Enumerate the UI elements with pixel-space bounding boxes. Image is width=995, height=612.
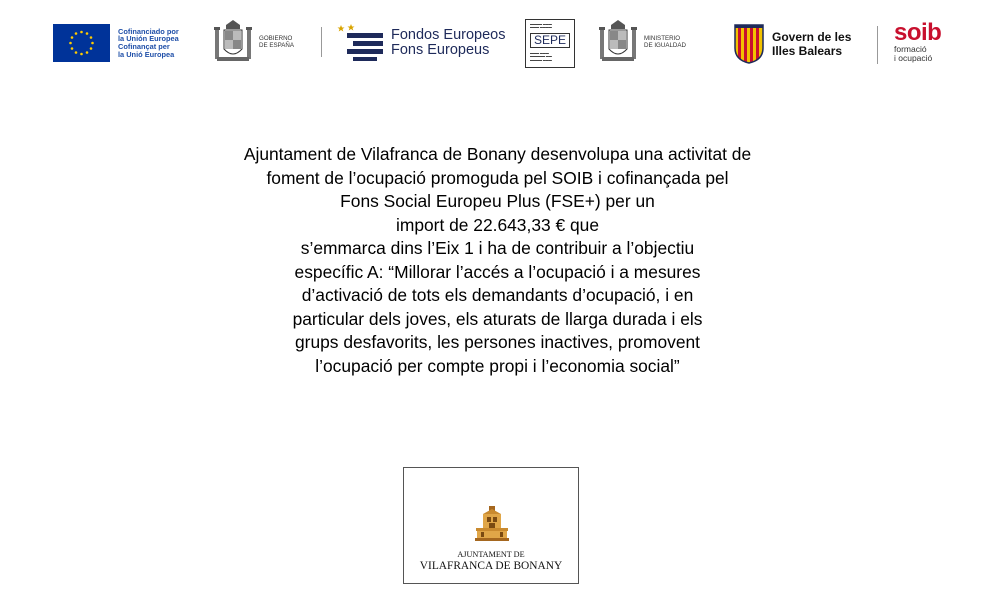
govern-balears-logo — [734, 24, 851, 64]
govern-text — [772, 30, 851, 58]
text-line: l’ocupació per compte propi i l’economia social” — [315, 355, 680, 376]
eu-cofunding-logo — [53, 24, 198, 62]
sepe-word: SEPE — [530, 33, 570, 48]
sepe-fine-print: ▬▬▬ ▬▬▬ ▬▬▬▬▬ ▬▬ ▬▬▬▬ ▬▬▬ — [530, 51, 552, 62]
ministerio-text — [644, 35, 686, 49]
soib-subtitle — [894, 45, 941, 62]
spain-crest-icon — [213, 19, 253, 65]
fondos-europeos-logo — [335, 24, 505, 62]
fondos-stripes-icon — [335, 24, 385, 62]
govern-line: Illes Balears — [772, 44, 843, 58]
ajuntament-label: AJUNTAMENT DE — [457, 550, 525, 559]
text-line: d’activació de tots els demandants d’ocupació, i en — [301, 285, 694, 305]
soib-word: soib — [894, 19, 942, 46]
govern-line: Govern de les — [772, 30, 852, 44]
ministerio-line: DE IGUALDAD — [644, 42, 686, 49]
text-line: foment de l’ocupació promoguda pel SOIB i cofinançada pel — [266, 167, 729, 188]
spain-crest-icon — [598, 19, 638, 65]
logo-bar — [0, 0, 995, 80]
text-line: Ajuntament de Vilafranca de Bonany desenvolupa una activitat de — [243, 144, 752, 164]
fondos-line: Fondos Europeos — [391, 27, 506, 43]
gobierno-line: GOBIERNO — [259, 35, 293, 42]
eu-line: la Unió Europea — [118, 49, 175, 59]
fondos-text — [391, 28, 505, 58]
soib-logo — [894, 19, 942, 63]
text-line: específic A: “Millorar l’accés a l’ocupació i a mesures — [294, 261, 701, 282]
announcement-text — [130, 143, 865, 378]
divider — [877, 26, 878, 64]
eu-line: Cofinançat per — [118, 42, 170, 51]
balears-shield-icon — [734, 24, 764, 64]
gobierno-espana-logo — [213, 19, 294, 65]
soib-line: i ocupació — [894, 52, 933, 63]
eu-flag-icon — [53, 24, 110, 62]
eu-line: Cofinanciado por — [118, 26, 179, 36]
divider — [321, 27, 322, 57]
soib-line: formació — [894, 44, 927, 54]
ministerio-igualdad-logo — [598, 19, 686, 65]
fondos-line: Fons Europeus — [391, 42, 490, 58]
text-line: Fons Social Europeu Plus (FSE+) per un — [340, 191, 655, 211]
sepe-logo — [525, 19, 575, 68]
town-hall-icon — [475, 506, 509, 542]
text-line: s’emmarca dins l’Eix 1 i ha de contribuir a l’objectiu — [300, 238, 695, 258]
eu-cofunding-text — [118, 28, 198, 58]
gobierno-text — [259, 35, 294, 49]
ministerio-line: MINISTERIO — [644, 35, 681, 42]
sepe-fine-print: ▬▬▬▬ ▬▬▬ ▬▬▬ ▬▬▬▬ — [530, 22, 552, 30]
text-line: particular dels joves, els aturats de llarga durada i els — [292, 308, 703, 329]
ajuntament-name: VILAFRANCA DE BONANY — [419, 560, 563, 572]
ajuntament-logo — [403, 467, 579, 584]
text-line: grups desfavorits, les persones inactives, promovent — [294, 332, 700, 352]
gobierno-line: DE ESPAÑA — [259, 42, 294, 49]
eu-line: la Unión Europea — [118, 34, 179, 44]
text-line: import de 22.643,33 € que — [395, 214, 600, 235]
